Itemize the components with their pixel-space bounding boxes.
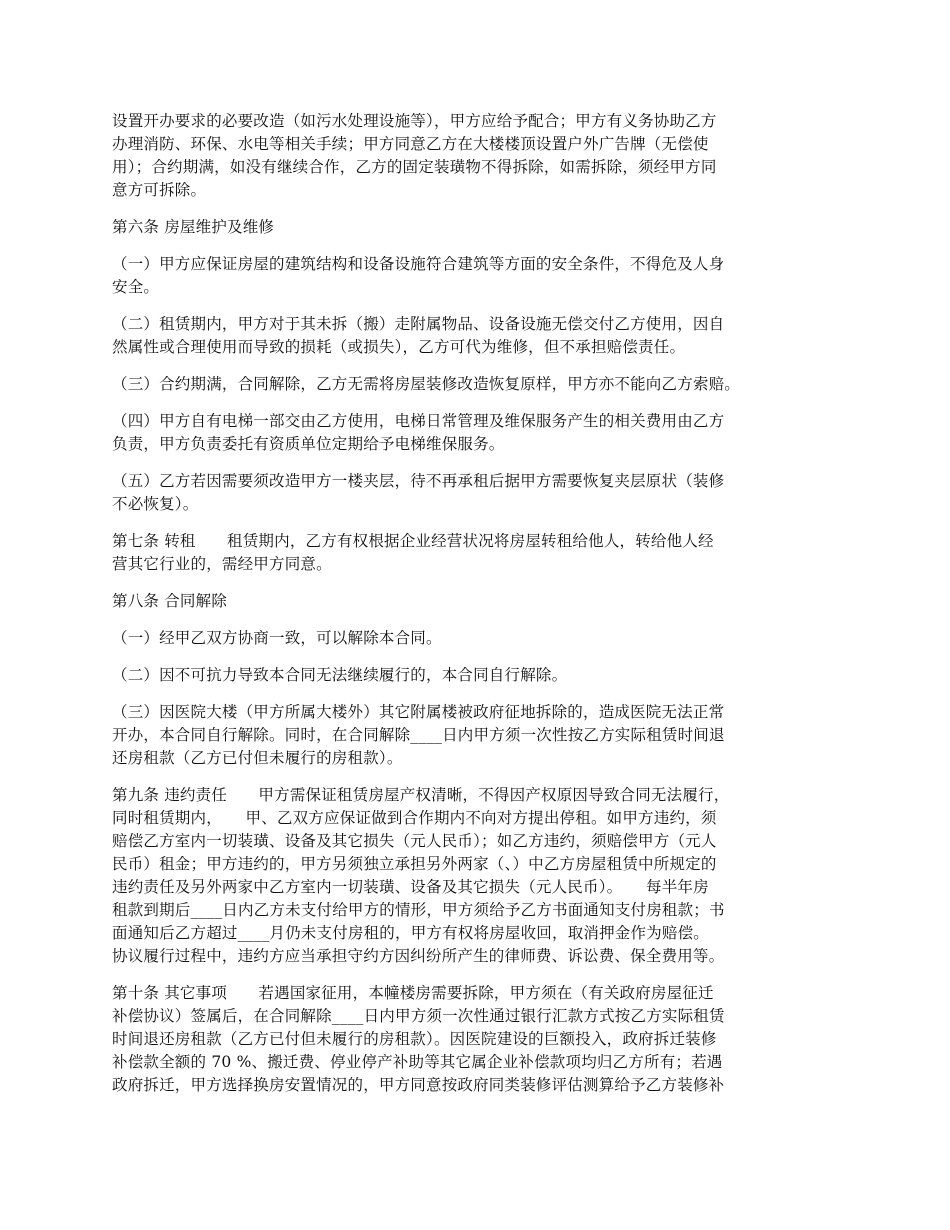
paragraph-line: 同时租赁期内， 甲、乙双方应保证做到合作期内不向对方提出停租。如甲方违约，须 [112, 809, 717, 827]
paragraph-line: 设置开办要求的必要改造（如污水处理设施等），甲方应给予配合；甲方有义务协助乙方 [112, 112, 717, 130]
document-paragraph [112, 216, 850, 239]
paragraph-line: 赔偿乙方室内一切装璜、设备及其它损失（元人民币）；如乙方违约，须赔偿甲方（元人 [112, 832, 717, 850]
paragraph-line: 不必恢复）。 [112, 495, 199, 513]
document-paragraph [112, 410, 850, 456]
paragraph-line: 补偿协议）签属后，在合同解除____日内甲方须一次性通过银行汇款方式按乙方实际租赁 [112, 1007, 725, 1025]
document-paragraph [112, 530, 850, 576]
document-page [112, 110, 850, 1111]
paragraph-line: 时间退还房租款（乙方已付但未履行的房租款）。因医院建设的巨额投入，政府拆迁装修 [112, 1030, 717, 1048]
document-paragraph [112, 110, 850, 202]
paragraph-line: 还房租款（乙方已付但未履行的房租款）。 [112, 749, 403, 767]
document-paragraph [112, 313, 850, 359]
paragraph-line: 补偿款全额的 70 %、搬迁费、停业停产补助等其它属企业补偿款项均归乙方所有；若遇 [112, 1053, 723, 1071]
paragraph-line: （四）甲方自有电梯一部交由乙方使用，电梯日常管理及维保服务产生的相关费用由乙方 [112, 412, 725, 430]
paragraph-line: （一）经甲乙双方协商一致，可以解除本合同。 [112, 629, 442, 647]
paragraph-line: 第九条 违约责任 甲方需保证租赁房屋产权清晰，不得因产权原因导致合同无法履行， [112, 786, 730, 804]
document-paragraph [112, 373, 850, 396]
document-paragraph [112, 784, 850, 968]
paragraph-line: 民币）租金；甲方违约的，甲方另须独立承担另外两家（、）中乙方房屋租赁中所规定的 [112, 855, 717, 873]
document-paragraph [112, 470, 850, 516]
paragraph-line: 安全。 [112, 278, 160, 296]
document-paragraph [112, 590, 850, 613]
paragraph-line: （五）乙方若因需要须改造甲方一楼夹层，待不再承租后据甲方需要恢复夹层原状（装修 [112, 472, 725, 490]
paragraph-line: （二）因不可抗力导致本合同无法继续履行的，本合同自行解除。 [112, 666, 568, 684]
paragraph-line: 租款到期后____日内乙方未支付给甲方的情形，甲方须给予乙方书面通知支付房租款；书 [112, 901, 725, 919]
paragraph-line: 营其它行业的，需经甲方同意。 [112, 555, 332, 573]
paragraph-line: 开办，本合同自行解除。同时，在合同解除____日内甲方须一次性按乙方实际租赁时间退 [112, 726, 725, 744]
paragraph-line: 第七条 转租 租赁期内，乙方有权根据企业经营状况将房屋转租给他人，转给他人经 [112, 532, 714, 550]
paragraph-line: （三）合约期满，合同解除，乙方无需将房屋装修改造恢复原样，甲方亦不能向乙方索赔。 [112, 375, 741, 393]
paragraph-line: 办理消防、环保、水电等相关手续；甲方同意乙方在大楼楼顶设置户外广告牌（无偿使 [112, 135, 709, 153]
paragraph-line: （二）租赁期内，甲方对于其未拆（搬）走附属物品、设备设施无偿交付乙方使用，因自 [112, 315, 725, 333]
paragraph-line: 然属性或合理使用而导致的损耗（或损失），乙方可代为维修，但不承担赔偿责任。 [112, 338, 686, 356]
paragraph-line: 第八条 合同解除 [112, 592, 228, 610]
paragraph-line: 政府拆迁，甲方选择换房安置情况的，甲方同意按政府同类装修评估测算给予乙方装修补 [112, 1076, 725, 1094]
paragraph-line: 面通知后乙方超过____月仍未支付房租的，甲方有权将房屋收回，取消押金作为赔偿。 [112, 924, 710, 942]
paragraph-line: 第十条 其它事项 若遇国家征用，本幢楼房需要拆除，甲方须在（有关政府房屋征迁 [112, 984, 714, 1002]
paragraph-line: 协议履行过程中，违约方应当承担守约方因纠纷所产生的律师费、诉讼费、保全费用等。 [112, 947, 725, 965]
paragraph-line: 用）；合约期满，如没有继续合作，乙方的固定装璜物不得拆除，如需拆除，须经甲方同 [112, 158, 717, 176]
paragraph-line: （一）甲方应保证房屋的建筑结构和设备设施符合建筑等方面的安全条件，不得危及人身 [112, 255, 725, 273]
paragraph-line: （三）因医院大楼（甲方所属大楼外）其它附属楼被政府征地拆除的，造成医院无法正常 [112, 703, 725, 721]
document-paragraph [112, 664, 850, 687]
paragraph-line: 意方可拆除。 [112, 181, 207, 199]
document-paragraph [112, 253, 850, 299]
document-paragraph [112, 627, 850, 650]
paragraph-line: 负责，甲方负责委托有资质单位定期给予电梯维保服务。 [112, 435, 505, 453]
document-paragraph [112, 701, 850, 770]
paragraph-line: 违约责任及另外两家中乙方室内一切装璜、设备及其它损失（元人民币）。 每半年房 [112, 878, 709, 896]
paragraph-line: 第六条 房屋维护及维修 [112, 218, 275, 236]
document-paragraph [112, 982, 850, 1097]
